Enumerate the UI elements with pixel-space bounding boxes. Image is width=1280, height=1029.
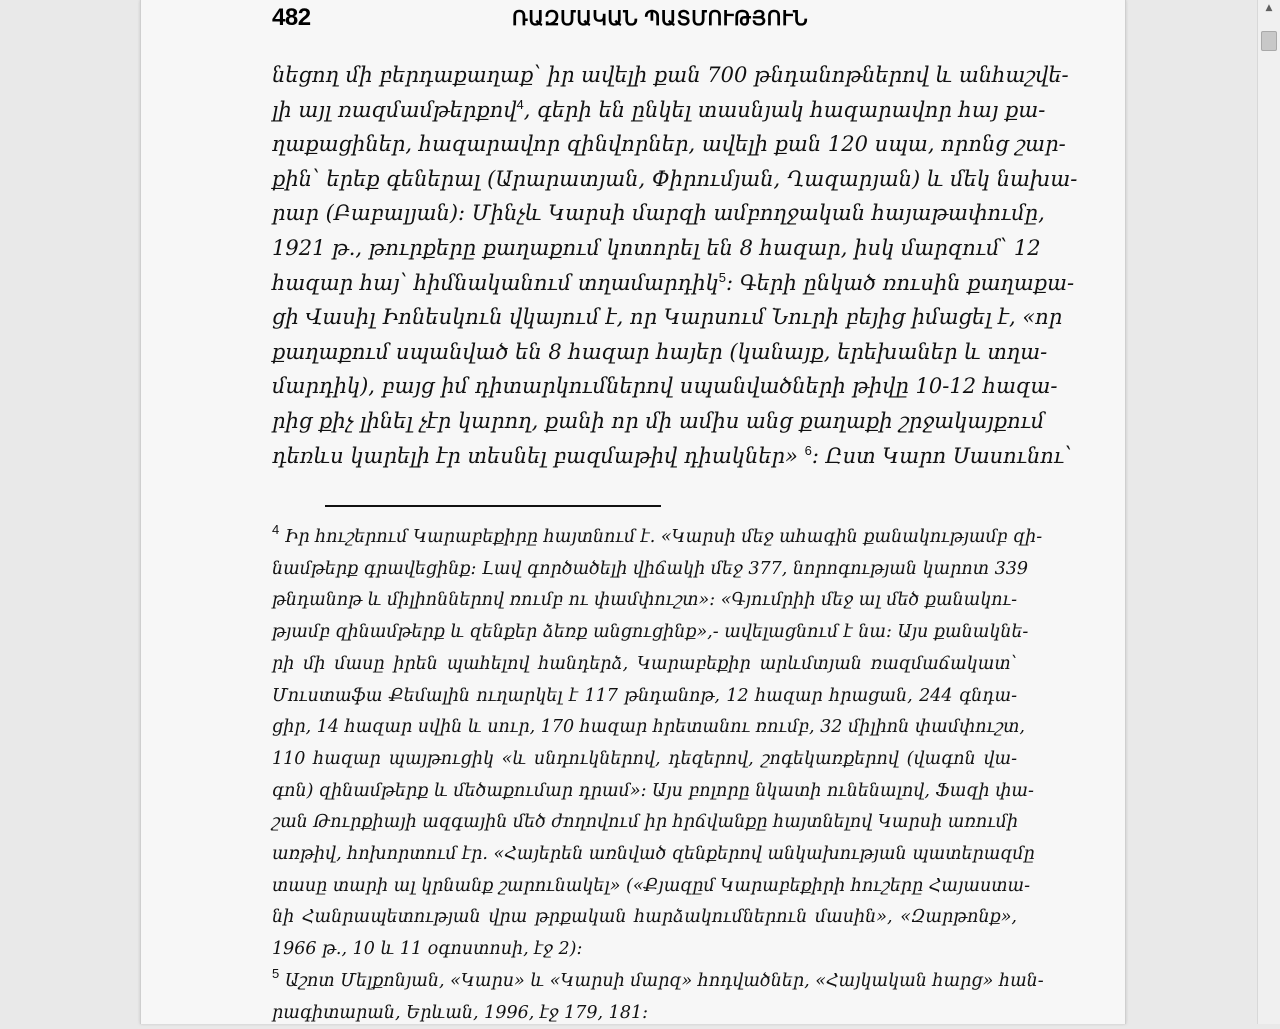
arrow-up-icon[interactable]: ▲ — [1265, 3, 1273, 13]
footnote-line: $^5$ Աշոտ Մելքոնյան, «Կարս» և «Կարսի մարզ» հոդվածներ, «Հայկական հարց» հան- — [272, 965, 1044, 991]
footnote-line: թյամբ զինամթերք և զենքեր ձեռք անցուցինք»,- ավելացնում է նա: Այս քանակնե- — [272, 622, 1029, 643]
footnote-line: նամթերք գրավեցինք: Լավ գործածելի վիճակի մեջ 377, նորոգության կարոտ 339 — [272, 558, 1029, 579]
footnote-line: 110 հազար պայթուցիկ «և սնդուկներով, դեզերով, շոգեկառքերով (վագոն վա- — [272, 748, 1017, 769]
footnote-marker-4: 4 — [272, 522, 280, 537]
footnote-line: շան Թուրքիայի ազգային մեծ ժողովում իր հրճվանքը հայտնելով Կարսի առումի — [272, 812, 1019, 833]
text-line: րար (Բաբալյան): Մինչև Կարսի մարզի ամբողջական հայաթափումը, — [272, 201, 1045, 226]
footnote-line: գոն) զինամթերք և մեծաքումար դրամ»: Այս բոլորը նկատի ունենալով, Ֆազի փա- — [272, 780, 1034, 801]
running-title: ՌԱԶՄԱԿԱՆ ՊԱՏՄՈՒԹՅՈՒՆ — [512, 8, 809, 30]
scrollbar-thumb[interactable] — [1261, 31, 1277, 51]
book-page — [140, 0, 1126, 1024]
text-line: 1921 թ., թուրքերը քաղաքում կոտորել են 8 հազար, իսկ մարզում՝ 12 — [272, 235, 1041, 260]
footnote-line: 1966 թ., 10 և 11 օգոստոսի, էջ 2): — [272, 939, 583, 960]
vertical-scrollbar[interactable] — [1257, 0, 1280, 1024]
footnote-ref-6: 6 — [804, 442, 812, 458]
page-number: 482 — [272, 4, 311, 31]
page-header — [272, 4, 1017, 32]
footnote-line: րի մի մասը իրեն պահելով հանդերձ, Կարաբեքիր արևմտյան ռազմաճակատ՝ — [272, 653, 1017, 674]
text-line: հազար հայ՝ հիմնականում տղամարդիկ$^5$: Գերի ընկած ռուսին քաղաքա- — [272, 269, 1075, 295]
text-line: քին՝ երեք գեներալ (Արարատյան, Փիրումյան, Ղազարյան) և մեկ նախա- — [272, 166, 1078, 191]
footnote-line: րագիտարան, Երևան, 1996, էջ 179, 181: — [272, 1002, 648, 1023]
main-text — [272, 58, 1078, 473]
footnote-separator — [325, 505, 661, 507]
footnote-line: նի Հանրապետության վրա թրքական հարձակումներուն մասին», «Զարթոնք», — [272, 907, 1017, 928]
text-line: ղաքացիներ, հազարավոր զինվորներ, ավելի քան 120 սպա, որոնց շար- — [272, 132, 1066, 157]
footnote-marker-5: 5 — [272, 965, 280, 981]
footnote-line: $^4$ Իր հուշերում Կարաբեքիրը հայտնում է. «Կարսի մեջ ահագին քանակությամբ զի- — [272, 522, 1043, 547]
text-line: քաղաքում սպանված են 8 հազար հայեր (կանայք, երեխաներ և տղա- — [272, 339, 1048, 364]
text-line: րից քիչ լինել չէր կարող, քանի որ մի ամիս անց քաղաքի շրջակայքում — [272, 408, 1045, 433]
footnotes — [272, 522, 1044, 1029]
text-line: մարդիկ), բայց իմ դիտարկումներով սպանվածների թիվը 10-12 հազա- — [272, 374, 1058, 399]
footnote-line: առթիվ, հոխորտում էր. «Հայերեն առնված զենքերով անկախության պատերազմը — [272, 844, 1035, 865]
footnote-line: տասը տարի ալ կրնանք շարունակել» («Քյազըմ Կարաբեքիրի հուշերը Հայաստա- — [272, 875, 1031, 896]
footnote-ref-4: 4 — [516, 96, 524, 112]
text-line: նեցող մի բերդաքաղաք՝ իր ավելի քան 700 թնդանոթներով և անհաշվե- — [272, 63, 1069, 87]
footnote-line: Մուստաֆա Քեմալին ուղարկել է 117 թնդանոթ, 12 հազար հրացան, 244 գնդա- — [272, 685, 1017, 706]
footnote-line: ցիր, 14 հազար սվին և սուր, 170 հազար հրետանու ռումբ, 32 միլիոն փամփուշտ, — [272, 717, 1025, 738]
footnote-ref-5: 5 — [718, 269, 726, 285]
text-line: լի այլ ռազմամթերքով$^4$, գերի են ընկել տասնյակ հազարավոր հայ քա- — [272, 96, 1046, 122]
text-line: դեռևս կարելի էր տեսնել բազմաթիվ դիակներ» $^6$: Ըստ Կարո Սասունու՝ — [272, 442, 1072, 468]
footnote-line: թնդանոթ և միլիոններով ռումբ ու փամփուշտ»: «Գյումրիի մեջ ալ մեծ քանակու- — [272, 590, 1017, 611]
text-line: ցի Վասիլ Իոնեսկուն վկայում է, որ Կարսում Նուրի բեյից իմացել է, «որ — [272, 305, 1063, 330]
